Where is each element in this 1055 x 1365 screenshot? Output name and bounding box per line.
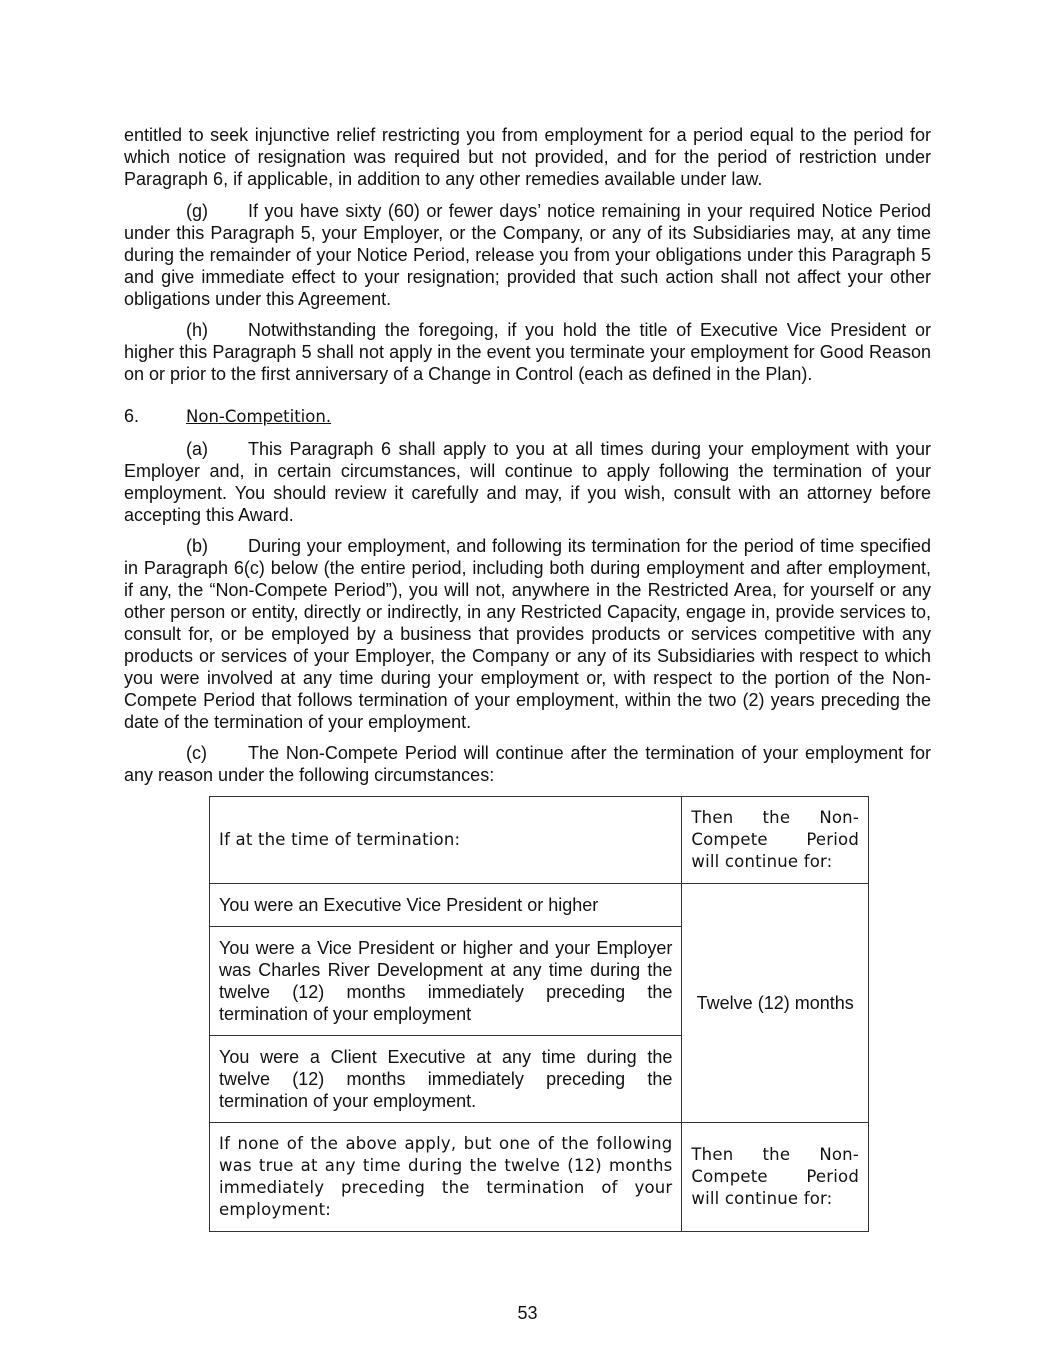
page-number: 53 [517, 1303, 538, 1323]
paragraph-6a-text: This Paragraph 6 shall apply to you at all times during your employment with your Employer and, in certain circumstances, will continue to apply following the termination of your employment. You should review it carefully and may, if you wish, consult with an attorney before accepting this Award. [124, 439, 931, 525]
table-merged-duration: Twelve (12) months [682, 884, 869, 1123]
paragraph-6c-label: (c) [186, 743, 207, 763]
table-row-client-executive: You were a Client Executive at any time during the twelve (12) months immediately preceding the termination of your employment. [210, 1036, 682, 1123]
paragraph-6b [124, 535, 931, 733]
table-row [210, 884, 869, 927]
non-compete-table [209, 796, 869, 1232]
section-6-heading [124, 405, 331, 428]
paragraph-continuation: entitled to seek injunctive relief restricting you from employment for a period equal to the period for which notice of resignation was required but not provided, and for the period of restriction under Paragraph 6, if applicable, in addition to any other remedies available under law. [124, 125, 931, 189]
table-header-right: Then the Non-Compete Period will continue for: [682, 797, 869, 884]
table-footer-left: If none of the above apply, but one of the following was true at any time during the twelve (12) months immediately preceding the termination of your employment: [210, 1123, 682, 1232]
table-row-evp: You were an Executive Vice President or higher [210, 884, 682, 927]
paragraph-g [124, 200, 931, 310]
paragraph-6a [124, 438, 931, 526]
paragraph-h-label: (h) [186, 320, 208, 340]
paragraph-g-label: (g) [186, 201, 208, 221]
paragraph-h-text: Notwithstanding the foregoing, if you hold the title of Executive Vice President or higher this Paragraph 5 shall not apply in the event you terminate your employment for Good Reason on or prior to the first anniversary of a Change in Control (each as defined in the Plan). [124, 320, 931, 384]
paragraph-h [124, 319, 931, 385]
table-header-row [210, 797, 869, 884]
table-row-vp-crd: You were a Vice President or higher and your Employer was Charles River Development at any time during the twelve (12) months immediately preceding the termination of your employment [210, 927, 682, 1036]
paragraph-g-text: If you have sixty (60) or fewer days’ notice remaining in your required Notice Period under this Paragraph 5, your Employer, or the Company, or any of its Subsidiaries may, at any time during the remainder of your Notice Period, release you from your obligations under this Paragraph 5 and give immediate effect to your resignation; provided that such action shall not affect your other obligations under this Agreement. [124, 201, 931, 309]
table-footer-row [210, 1123, 869, 1232]
table-footer-right: Then the Non-Compete Period will continue for: [682, 1123, 869, 1232]
section-6-title: Non-Competition. [186, 407, 332, 426]
paragraph-6b-label: (b) [186, 536, 208, 556]
paragraph-6b-text: During your employment, and following its termination for the period of time specified in Paragraph 6(c) below (the entire period, including both during employment and after employment, if any, the “Non-Compete Period”), you will not, anywhere in the Restricted Area, for yourself or any other person or entity, directly or indirectly, in any Restricted Capacity, engage in, provide services to, consult for, or be employed by a business that provides products or services competitive with any products or services of your Employer, the Company or any of its Subsidiaries with respect to which you were involved at any time during your employment or, with respect to the portion of the Non-Compete Period that follows termination of your employment, within the two (2) years preceding the date of the termination of your employment. [124, 536, 931, 732]
section-6-number: 6. [124, 406, 140, 426]
table-header-left: If at the time of termination: [210, 797, 682, 884]
paragraph-6a-label: (a) [186, 439, 208, 459]
paragraph-6c-text: The Non-Compete Period will continue after the termination of your employment for any reason under the following circumstances: [124, 743, 931, 785]
paragraph-6c [124, 742, 931, 786]
